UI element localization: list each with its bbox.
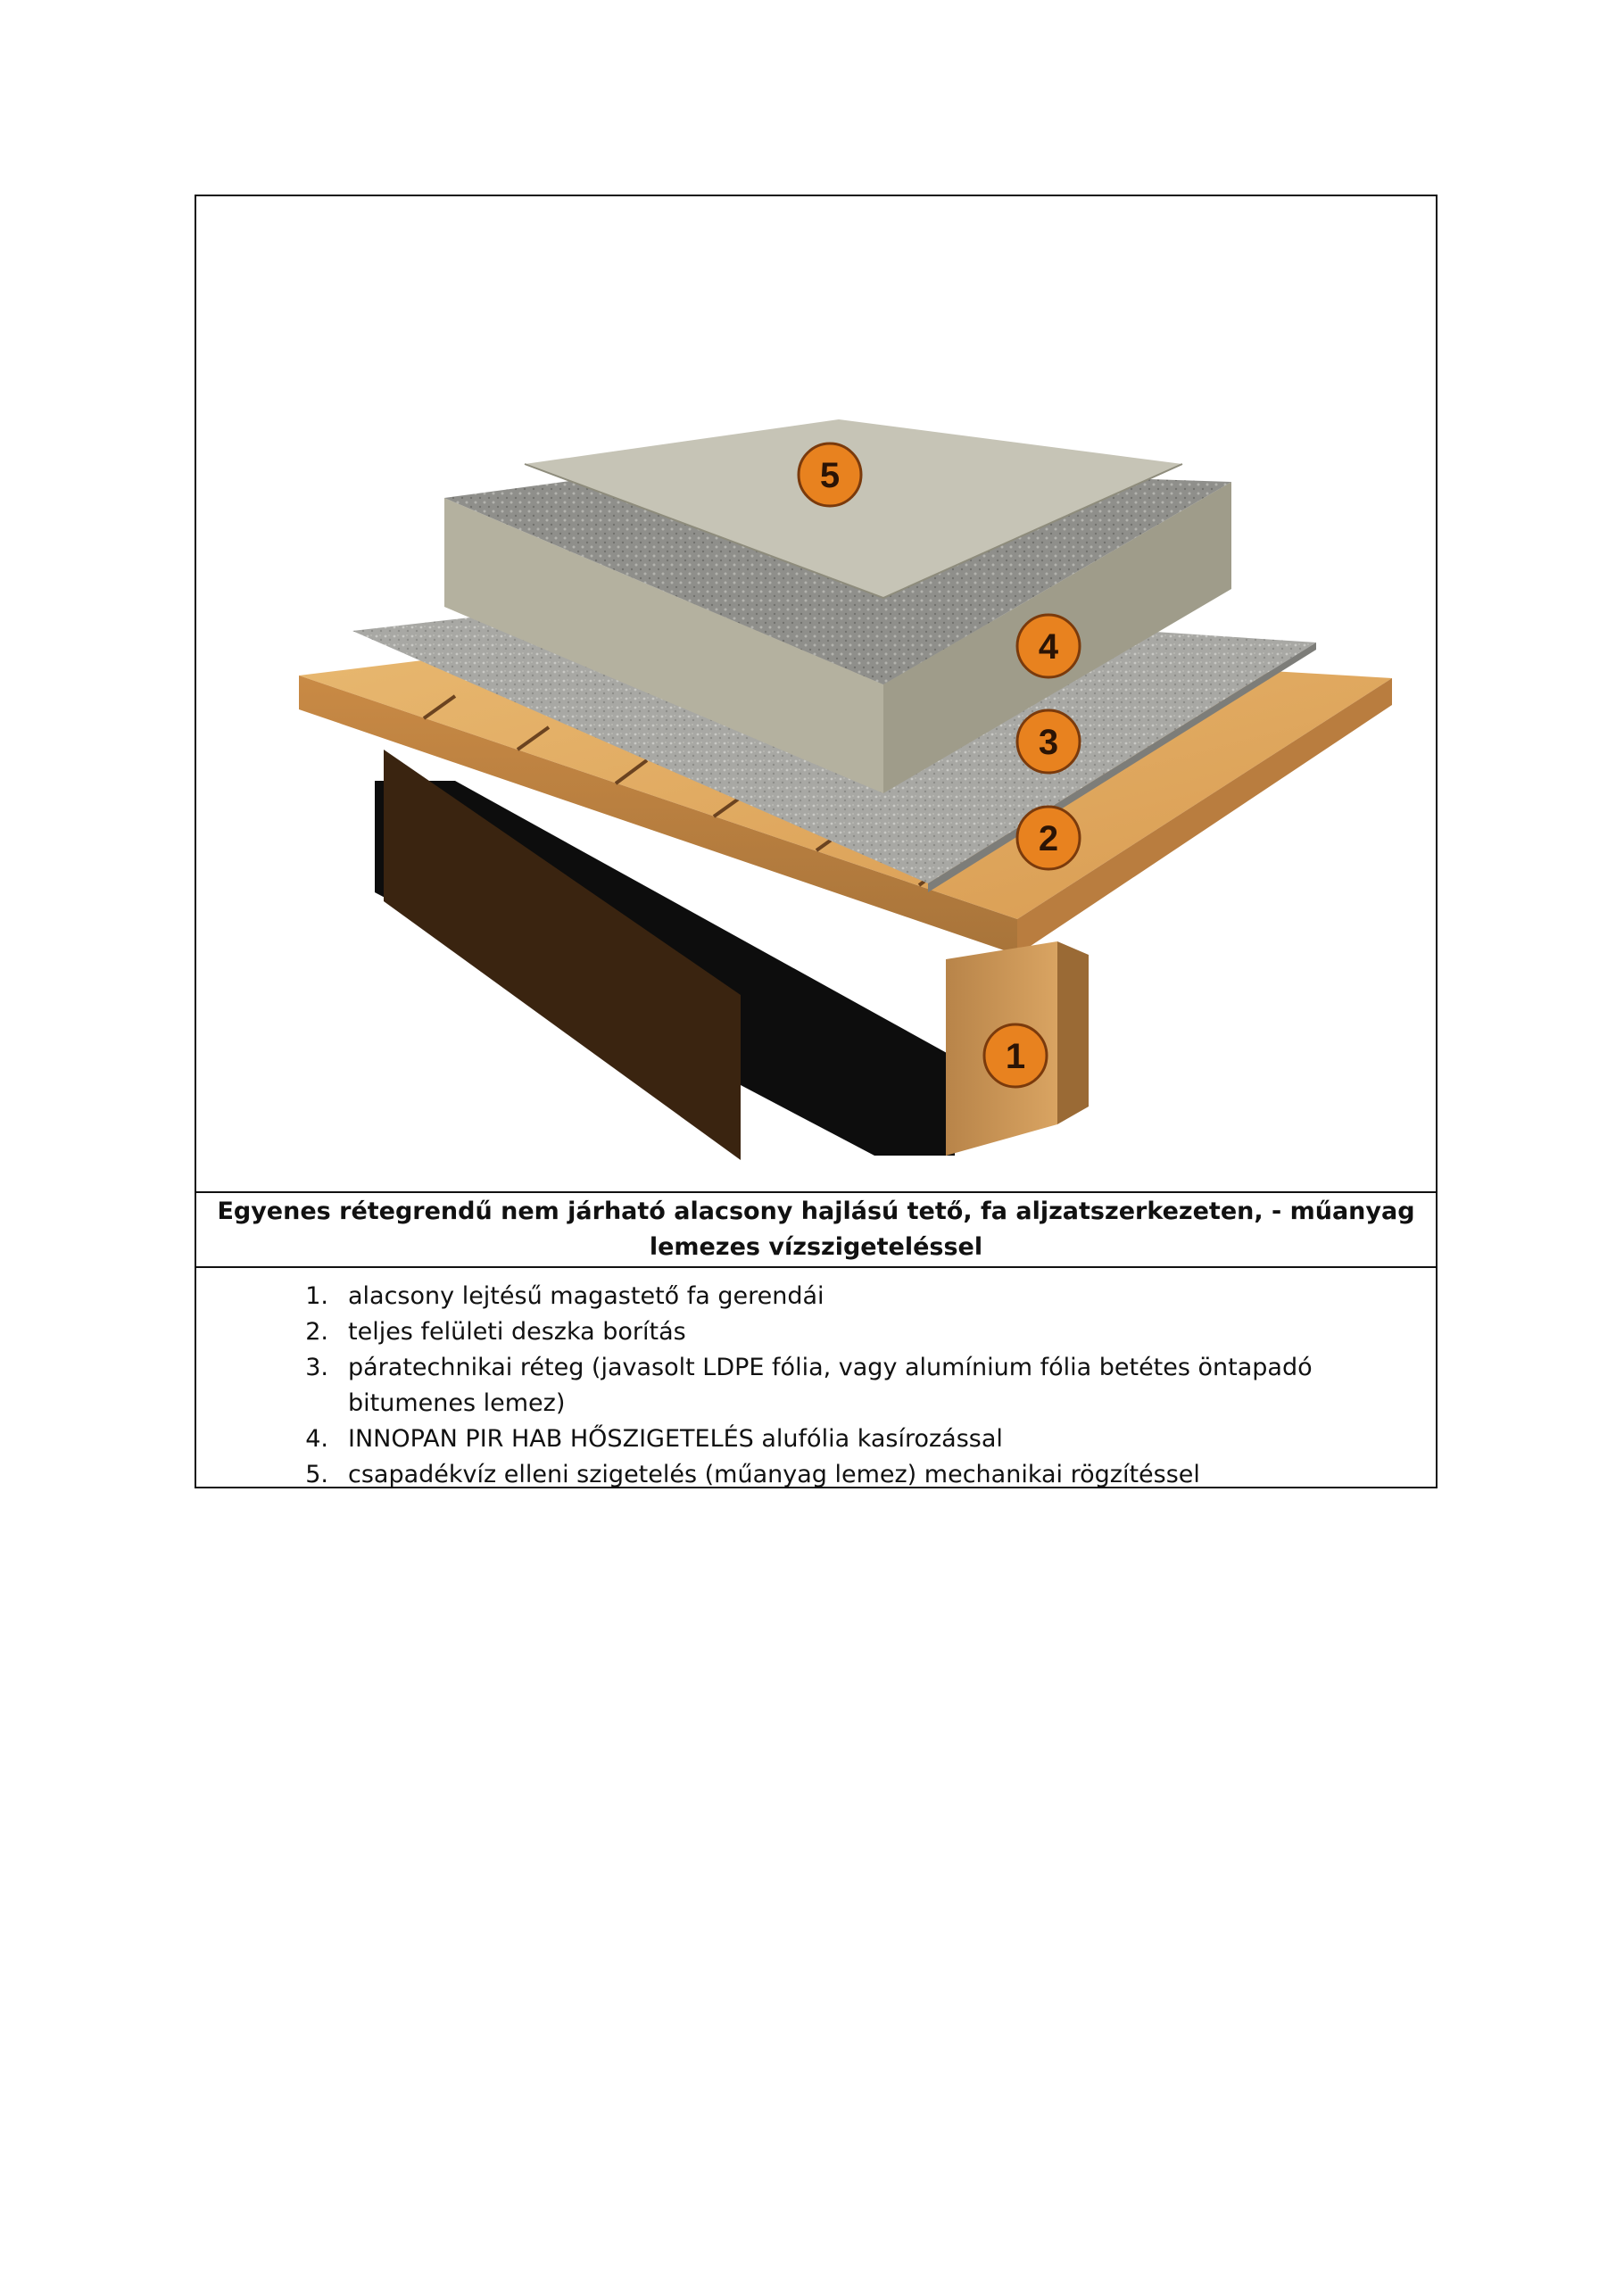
legend-text: páratechnikai réteg (javasolt LDPE fólia, vagy alumínium fólia betétes öntapadó bitumenes lemez) — [348, 1354, 1313, 1417]
figure-table — [195, 195, 1438, 1488]
legend-item — [196, 1422, 1436, 1457]
legend-item — [196, 1457, 1436, 1493]
legend-item — [196, 1314, 1436, 1350]
legend — [196, 1268, 1436, 1487]
legend-number: 2. — [305, 1318, 328, 1346]
badge-3 — [1017, 710, 1080, 773]
legend-number: 4. — [305, 1425, 328, 1453]
legend-number: 1. — [305, 1282, 328, 1310]
svg-text:3: 3 — [1038, 723, 1059, 762]
legend-item — [196, 1350, 1436, 1422]
diagram-title — [196, 1191, 1436, 1268]
front-beam-end-side — [1057, 941, 1089, 1124]
legend-text: alacsony lejtésű magastető fa gerendái — [348, 1282, 824, 1310]
diagram-title-text: Egyenes rétegrendű nem járható alacsony hajlású tető, fa aljzatszerkezeten, - műanyag lemezes vízszigeteléssel — [217, 1198, 1415, 1261]
legend-text: teljes felületi deszka borítás — [348, 1318, 686, 1346]
svg-text:4: 4 — [1038, 627, 1059, 667]
badge-5 — [799, 443, 861, 506]
svg-text:5: 5 — [819, 456, 841, 495]
legend-text: csapadékvíz elleni szigetelés (műanyag lemez) mechanikai rögzítéssel — [348, 1461, 1200, 1488]
legend-text: INNOPAN PIR HAB HŐSZIGETELÉS alufólia kasírozással — [348, 1425, 1003, 1453]
svg-text:1: 1 — [1005, 1037, 1026, 1076]
legend-number: 3. — [305, 1354, 328, 1381]
roof-diagram — [196, 196, 1436, 1191]
roof-layer-illustration — [196, 196, 1436, 1191]
legend-number: 5. — [305, 1461, 328, 1488]
badge-1 — [984, 1024, 1047, 1087]
badge-2 — [1017, 807, 1080, 869]
badge-4 — [1017, 615, 1080, 677]
svg-text:2: 2 — [1038, 819, 1059, 858]
legend-list — [196, 1268, 1436, 1493]
legend-item — [196, 1279, 1436, 1314]
